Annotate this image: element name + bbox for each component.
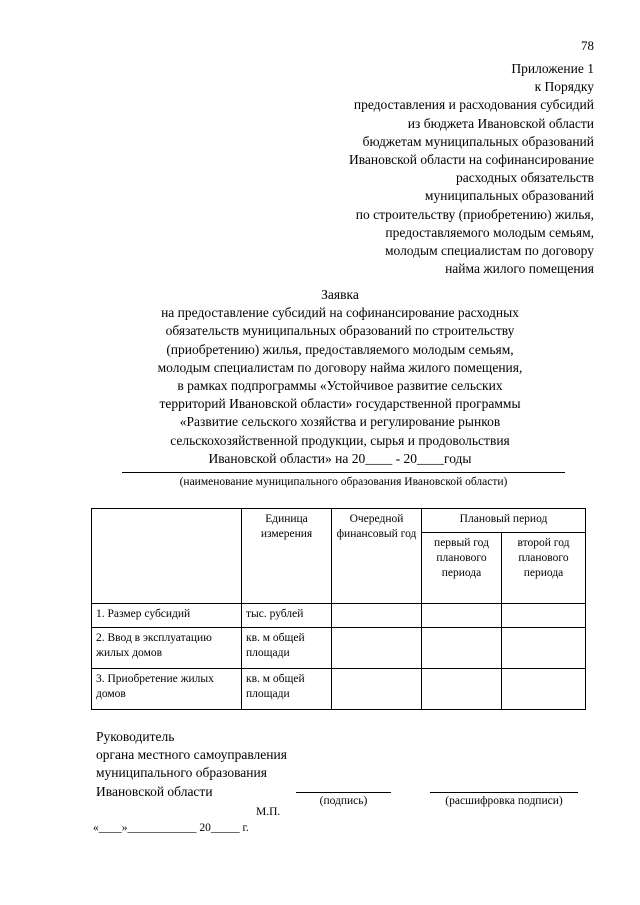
appendix-line: по строительству (приобретению) жилья,: [355, 206, 594, 222]
value-cell[interactable]: [502, 604, 586, 628]
signatory-block: [96, 728, 287, 801]
row-label: 2. Ввод в эксплуатацию жилых домов: [92, 628, 242, 669]
signature-caption: (подпись): [319, 795, 368, 807]
value-cell[interactable]: [502, 628, 586, 669]
request-line: обязательств муниципальных образований по строительству: [165, 323, 515, 339]
appendix-line: муниципальных образований: [424, 188, 594, 204]
header-unit: Единица измерения: [242, 509, 332, 604]
value-cell[interactable]: [422, 604, 502, 628]
signature-fill-line[interactable]: [296, 792, 391, 793]
value-cell[interactable]: [422, 628, 502, 669]
subsidy-table: [91, 508, 586, 710]
date-line: «____»____________ 20_____ г.: [93, 822, 249, 834]
request-title: Заявка: [321, 287, 359, 302]
appendix-line: Приложение 1: [511, 61, 594, 76]
request-line: (приобретению) жилья, предоставляемого молодым семьям,: [166, 341, 514, 357]
header-empty-cell: [92, 509, 242, 604]
row-unit: кв. м общей площади: [242, 628, 332, 669]
table-row: [92, 669, 586, 710]
municipality-fill-line[interactable]: [122, 472, 565, 473]
row-unit: тыс. рублей: [242, 604, 332, 628]
request-line: «Развитие сельского хозяйства и регулирование рынков: [179, 414, 501, 430]
appendix-line: к Порядку: [534, 79, 594, 95]
appendix-line: предоставляемого молодым семьям,: [385, 224, 594, 240]
header-next-year: Очередной финансовый год: [332, 509, 422, 604]
appendix-line: предоставления и расходования субсидий: [353, 97, 594, 113]
table-row: [92, 628, 586, 669]
appendix-line: молодым специалистам по договору: [384, 243, 594, 259]
table-row: [92, 604, 586, 628]
value-cell[interactable]: [332, 604, 422, 628]
row-unit: кв. м общей площади: [242, 669, 332, 710]
appendix-line: бюджетам муниципальных образований: [362, 133, 594, 149]
decoding-caption: (расшифровка подписи): [445, 795, 563, 807]
appendix-line: из бюджета Ивановской области: [407, 115, 594, 131]
signatory-line: муниципального образования: [96, 765, 267, 781]
request-line: Ивановской области» на 20____ - 20____годы: [208, 450, 472, 466]
request-title-block: [60, 286, 620, 468]
appendix-line: Ивановской области на софинансирование: [348, 152, 594, 168]
request-line: на предоставление субсидий на софинансирование расходных: [161, 305, 519, 321]
value-cell[interactable]: [502, 669, 586, 710]
municipality-caption: (наименование муниципального образования Ивановской области): [179, 476, 508, 488]
appendix-line: найма жилого помещения: [445, 261, 594, 277]
page-number: 78: [581, 38, 594, 53]
signatory-line: Ивановской области: [96, 783, 213, 799]
request-line: молодым специалистам по договору найма жилого помещения,: [157, 359, 523, 375]
signatory-line: Руководитель: [96, 729, 175, 744]
row-label: 1. Размер субсидий: [92, 604, 242, 628]
stamp-label: М.П.: [256, 806, 281, 818]
value-cell[interactable]: [332, 628, 422, 669]
request-line: в рамках подпрограммы «Устойчивое развитие сельских: [177, 378, 503, 394]
decoding-fill-line[interactable]: [430, 792, 578, 793]
request-line: сельскохозяйственной продукции, сырья и продовольствия: [170, 432, 510, 448]
header-second-year: второй год планового периода: [502, 533, 586, 604]
row-label: 3. Приобретение жилых домов: [92, 669, 242, 710]
header-first-year: первый год планового периода: [422, 533, 502, 604]
value-cell[interactable]: [422, 669, 502, 710]
value-cell[interactable]: [332, 669, 422, 710]
request-line: территорий Ивановской области» государственной программы: [159, 396, 521, 412]
header-plan-period: Плановый период: [422, 509, 586, 533]
signatory-line: органа местного самоуправления: [96, 747, 287, 763]
appendix-heading: [260, 60, 594, 278]
appendix-line: расходных обязательств: [456, 170, 594, 186]
table-header-row: [92, 509, 586, 533]
